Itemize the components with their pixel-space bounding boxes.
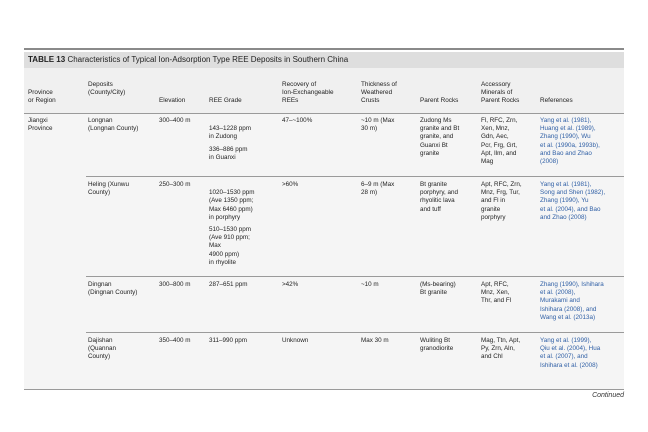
deposit-cell: Dingnan (Dingnan County) [88,281,138,297]
recovery-cell: Unknown [282,337,309,344]
accessory-minerals-cell: Mag, Ttn, Apt, Py, Zrn, Aln, and Chl [481,337,521,361]
elevation-cell: 350–400 m [159,337,191,344]
deposit-cell: Dajishan (Quannan County) [88,337,117,361]
accessory-minerals-cell: Apt, RFC, Zrn, Mnz, Frg, Tur, and Fl in granite porphyry [481,181,522,221]
accessory-minerals-cell: Apt, RFC, Mnz, Xen, Thr, and Fl [481,281,512,305]
header-divider [24,113,624,114]
col-header-ree-grade: REE Grade [209,97,242,104]
table-title: Characteristics of Typical Ion-Adsorption Type REE Deposits in Southern China [67,55,349,64]
elevation-cell: 300–800 m [159,281,191,288]
col-header-deposits: Deposits (County/City) [88,81,126,97]
deposit-cell: Longnan (Longnan County) [88,117,139,133]
table-bottom-rule [24,389,624,390]
deposit-cell: Heling (Xunwu County) [88,181,129,197]
title-top-rule [24,48,624,50]
ree-grade-cell [209,181,255,267]
row-divider [86,332,624,333]
references-cell[interactable]: Zhang (1990), Ishihara et al. (2008), Murakami and Ishihara (2008), and Wang et al. (2013a) [540,281,604,321]
parent-rocks-cell: (Ms-bearing) Bt granite [420,281,456,297]
parent-rocks-cell: Zudong Ms granite and Bt granite, and Guanxi Bt granite [420,117,460,157]
ree-grade-secondary: 336–886 ppm in Guanxi [209,145,248,161]
references-cell[interactable]: Yang et al. (1981), Song and Shen (1982), Zhang (1990), Yu et al. (2004), and Bao and Zhao (2008) [540,181,606,221]
thickness-cell: Max 30 m [361,337,389,344]
row-divider [86,176,624,177]
col-header-recovery: Recovery of Ion-Exchangeable REEs [282,81,334,105]
thickness-cell: 6–9 m (Max 28 m) [361,181,395,197]
col-header-parent-rocks: Parent Rocks [420,97,459,104]
thickness-cell: ~10 m [361,281,379,288]
ree-grade-cell [209,117,251,162]
parent-rocks-cell: Wuliting Bt granodiorite [420,337,454,353]
recovery-cell: >60% [282,181,299,188]
ree-grade-cell: 287–651 ppm [209,281,248,288]
ree-grade-primary: 143–1228 ppm in Zudong [209,125,252,141]
parent-rocks-cell: Bt granite porphyry, and rhyolitic lava and tuff [420,181,459,213]
references-cell[interactable]: Yang et al. (1981), Huang et al. (1989), Zhang (1990), Wu et al. (1990a, 1993b), and Bao and Zhao (2008) [540,117,600,166]
continued-note: Continued [592,392,624,399]
col-header-accessory-minerals: Accessory Minerals of Parent Rocks [481,81,520,105]
table-label: TABLE 13 [28,55,66,64]
ree-grade-secondary: 510–1530 ppm (Ave 910 ppm; Max 4900 ppm) in rhyolite [209,226,252,266]
ree-grade-cell: 311–990 ppm [209,337,248,344]
table-caption [24,52,624,68]
col-header-references: References [540,97,573,104]
province-cell: Jiangxi Province [28,117,53,133]
col-header-province: Province or Region [28,89,56,105]
references-cell[interactable]: Yang et al. (1999), Qiu et al. (2004), Hua et al. (2007), and Ishihara et al. (2008) [540,337,601,369]
elevation-cell: 300–400 m [159,117,191,124]
thickness-cell: ~10 m (Max 30 m) [361,117,395,133]
col-header-thickness: Thickness of Weathered Crusts [361,81,397,105]
accessory-minerals-cell: Fl, RFC, Zrn, Xen, Mnz, Gdn, Aec, Pcr, Frg, Grt, Apt, Ilm, and Mag [481,117,518,166]
col-header-elevation: Elevation [159,97,186,104]
row-divider [86,276,624,277]
recovery-cell: >42% [282,281,299,288]
ree-grade-primary: 1020–1530 ppm (Ave 1350 ppm; Max 6460 ppm) in porphyry [209,189,255,221]
recovery-cell: 47–~100% [282,117,313,124]
elevation-cell: 250–300 m [159,181,191,188]
